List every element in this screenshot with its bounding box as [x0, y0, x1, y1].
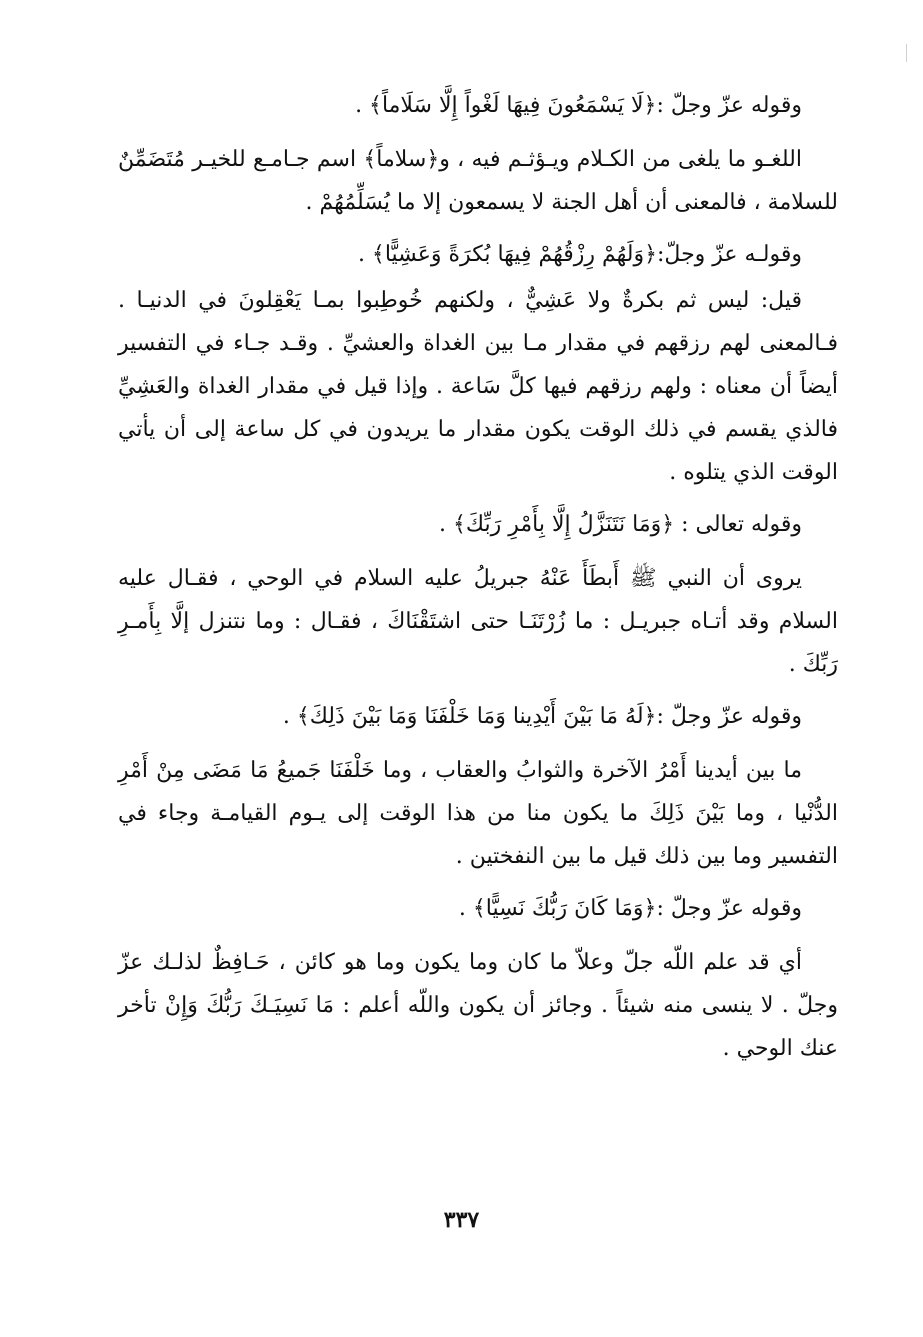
section-5-paragraph: أي قد علم اللّه جلّ وعلاّ ما كان وما يكون وما هو كائن ، حَـافِظٌ لذلـك عزّ وجلّ . لا ينسى منه شيئاً . وجائز أن يكون واللّه أعلم : مَا نَسِيَـكَ رَبُّكَ وَإِنْ تأخر عنك الوحي .: [118, 950, 838, 1061]
section-2-heading: وقولـه عزّ وجلّ:﴿وَلَهُمْ رِزْقُهُمْ فِيهَا بُكرَةً وَعَشِيًّا﴾ .: [357, 242, 802, 267]
section-3-heading: وقوله تعالى : ﴿وَمَا نَتَنَزَّلُ إِلَّا بِأَمْرِ رَبِّكَ﴾ .: [439, 512, 802, 537]
section-1-heading: وقوله عزّ وجلّ :﴿لَا يَسْمَعُونَ فِيهَا لَغْواً إِلَّا سَلَاماً﴾ .: [355, 93, 802, 118]
page-body: [118, 84, 838, 1070]
section-1-paragraph: اللغـو ما يلغى من الكـلام ويـؤثـم فيه ، و﴿سلاماً﴾ اسم جـامـع للخيـر مُتَضَمِّنٌ للسلامة ، فالمعنى أن أهل الجنة لا يسمعون إلا ما يُسَلِّمُهُمْ .: [118, 147, 838, 215]
section-4-heading: وقوله عزّ وجلّ :﴿لَهُ مَا بَيْنَ أَيْدِينا وَمَا خَلْفَنَا وَمَا بَيْنَ ذَلِكَ﴾ .: [282, 704, 802, 729]
page-number: ٣٣٧: [443, 1207, 480, 1233]
margin-mark: [906, 44, 907, 62]
section-2-paragraph: قيل: ليس ثم بكرةٌ ولا عَشِيٌّ ، ولكنهم خُوطِبوا بمـا يَعْقِلونَ في الدنيـا . فـالمعنى لهم رزقهم في مقدار مـا بين الغداة والعشيِّ . وقـد جـاء في التفسير أيضاً أن معناه : ولهم رزقهم فيها كلَّ سَاعة . وإذا قيل في مقدار الغداة والعَشِيِّ فالذي يقسم في ذلك الوقت يكون مقدار ما يريدون في كل ساعة إلى أن يأتي الوقت الذي يتلوه .: [118, 288, 838, 485]
section-5-heading: وقوله عزّ وجلّ :﴿وَمَا كَانَ رَبُّكَ نَسِيًّا﴾ .: [458, 896, 802, 921]
section-4-paragraph: ما بين أيدينا أَمْرُ الآخرة والثوابُ والعقاب ، وما خَلْفَنَا جَميعُ مَا مَضَى مِنْ أَمْرِ الدُّنْيا ، وما بَيْنَ ذَلِكَ ما يكون منا من هذا الوقت إلى يـوم القيامـة وجاء في التفسير وما بين ذلك قيل ما بين النفختين .: [118, 758, 838, 869]
section-3-paragraph: يروى أن النبي ﷺ أَبطَأَ عَنْهُ جبريلُ عليه السلام في الوحي ، فقـال عليه السلام وقد أتـاه جبريـل : ما زُرْتَنَـا حتى اشتَقْنَاكَ ، فقـال : وما نتنزل إلَّا بِأَمـرِ رَبِّكَ .: [118, 566, 838, 677]
